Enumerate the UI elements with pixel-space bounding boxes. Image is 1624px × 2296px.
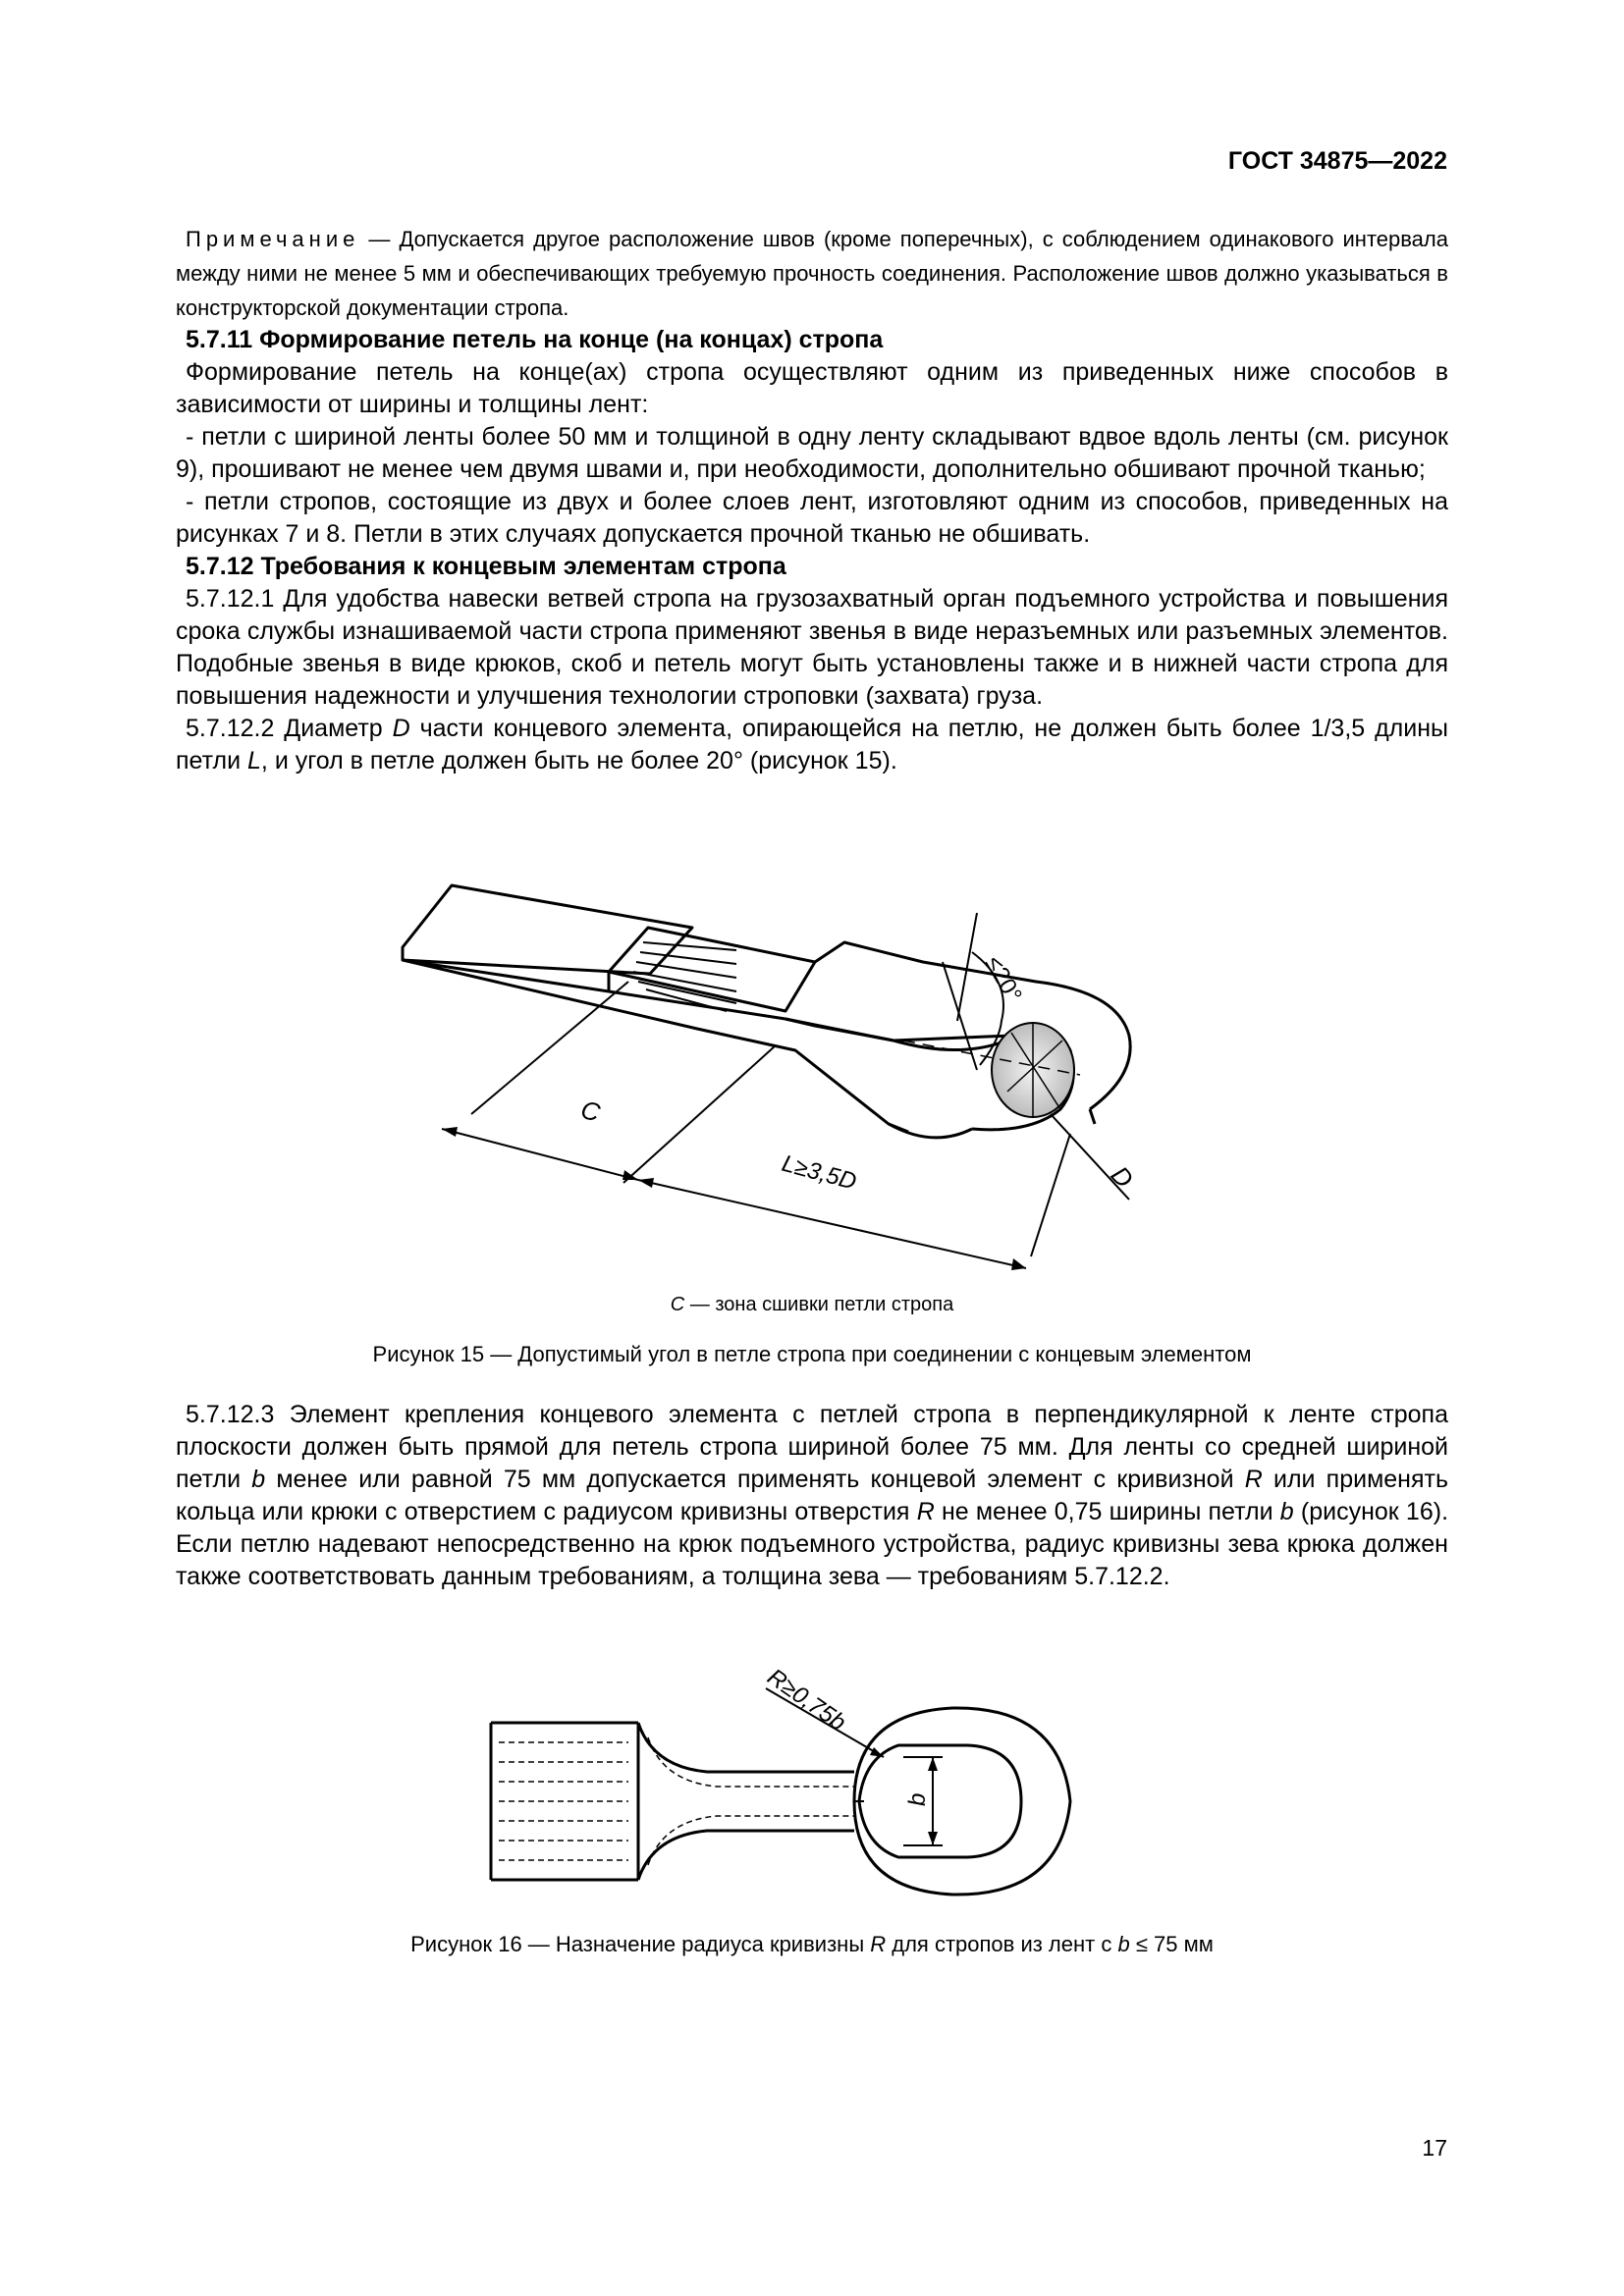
list-item-1: - петли с шириной ленты более 50 мм и толщиной в одну ленту складывают вдвое вдоль ленты (см. рисунок 9), прошивают не менее чем двумя швами и, при необходимости, дополнительно обшивают прочной тканью; bbox=[176, 423, 1448, 483]
figure-15-caption: Рисунок 15 — Допустимый угол в петле стропа при соединении с концевым элементом bbox=[372, 1342, 1252, 1366]
list-item-2: - петли стропов, состоящие из двух и более слоев лент, изготовляют одним из способов, приведенных на рисунках 7 и 8. Петли в этих случаях допускается прочной тканью не обшивать. bbox=[176, 488, 1448, 548]
angle-label: ≤20° bbox=[979, 951, 1027, 1007]
figure-16-diagram bbox=[471, 1659, 1100, 1899]
page-number: 17 bbox=[1422, 2135, 1447, 2161]
section-intro: Формирование петель на конце(ах) стропа осуществляют одним из приведенных ниже способов в зависимости от ширины и толщины лент: bbox=[176, 358, 1448, 418]
main-text bbox=[176, 324, 1448, 777]
figure-15-legend: C — зона сшивки петли стропа bbox=[670, 1294, 954, 1315]
label-C: C bbox=[577, 1094, 604, 1128]
label-R: R≥0,75b bbox=[762, 1663, 851, 1736]
note-text: — Допускается другое расположение швов (кроме поперечных), с соблюдением одинакового интервала между ними не менее 5 мм и обеспечивающих требуемую прочность соединения. Расположение швов должно указываться в конструкторской документации стропа. bbox=[176, 227, 1448, 320]
section-heading-5-7-11: 5.7.11 Формирование петель на конце (на концах) стропа bbox=[186, 326, 884, 353]
paragraph-5-7-12-1: 5.7.12.1 Для удобства навески ветвей стропа на грузозахватный орган подъемного устройства и повышения срока службы изнашиваемой части стропа применяют звенья в виде неразъемных или разъемных элементов. Подобные звенья в виде крюков, скоб и петель могут быть установлены также и в нижней части стропа для повышения надежности и улучшения технологии строповки (захвата) груза. bbox=[176, 585, 1448, 710]
ring-outer bbox=[854, 1708, 1070, 1895]
label-L: L≥3,5D bbox=[779, 1149, 860, 1196]
label-D: D bbox=[1105, 1159, 1140, 1194]
loop-outer bbox=[815, 942, 1130, 1138]
figure-15-diagram bbox=[383, 864, 1168, 1276]
note-block bbox=[176, 222, 1448, 325]
document-id: ГОСТ 34875—2022 bbox=[1227, 147, 1447, 175]
label-b: b bbox=[904, 1792, 931, 1806]
ring-inner bbox=[859, 1745, 1021, 1857]
paragraph-5-7-12-3-block bbox=[176, 1399, 1448, 1593]
note-label: Примечание bbox=[186, 227, 360, 251]
figure-16-caption: Рисунок 16 — Назначение радиуса кривизны R для стропов из лент с b ≤ 75 мм bbox=[410, 1932, 1214, 1956]
paragraph-5-7-12-2: 5.7.12.2 Диаметр D части концевого элемента, опирающейся на петлю, не должен быть более 1/3,5 длины петли L, и угол в петле должен быть не более 20° (рисунок 15). bbox=[176, 715, 1448, 774]
paragraph-5-7-12-3: 5.7.12.3 Элемент крепления концевого элемента с петлей стропа в перпендикулярной к ленте стропа плоскости должен быть прямой для петель стропа шириной более 75 мм. Для ленты со средней шириной петли b менее или равной 75 мм допускается применять концевой элемент с кривизной R или применять кольца или крюки с отверстием с радиусом кривизны отверстия R не менее 0,75 ширины петли b (рисунок 16). Если петлю надевают непосредственно на крюк подъемного устройства, радиус кривизны зева крюка должен также соответствовать данным требованиям, а толщина зева — требованиям 5.7.12.2. bbox=[176, 1401, 1449, 1590]
strap-top bbox=[403, 885, 692, 974]
section-heading-5-7-12: 5.7.12 Требования к концевым элементам стропа bbox=[186, 553, 786, 580]
